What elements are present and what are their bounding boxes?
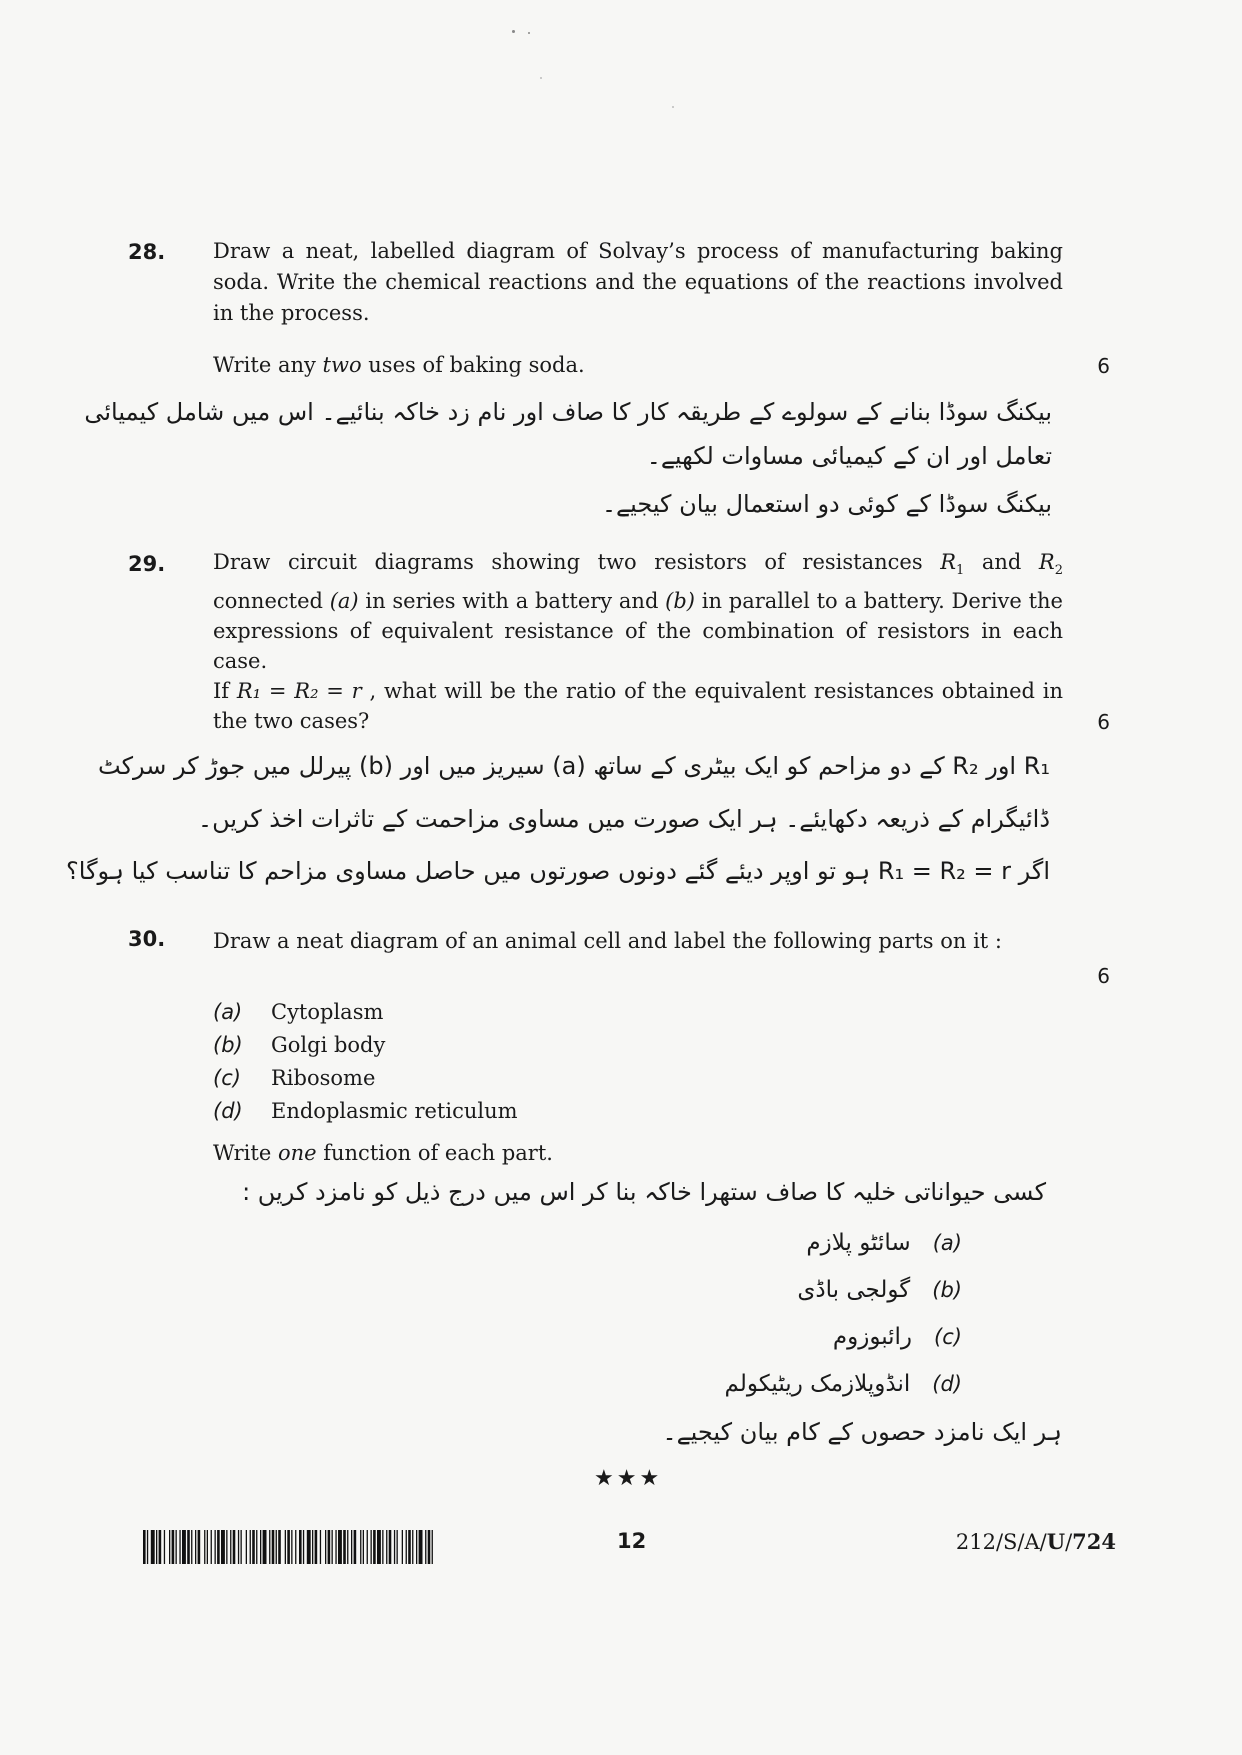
barcode-bar <box>416 1530 417 1564</box>
barcode-bar <box>252 1530 255 1564</box>
barcode-bar <box>343 1530 346 1564</box>
page-number: 12 <box>617 1529 647 1553</box>
barcode-bar <box>373 1530 376 1564</box>
barcode-bar <box>419 1530 423 1564</box>
barcode-bar <box>382 1530 383 1564</box>
barcode-bar <box>412 1530 413 1564</box>
barcode-bar <box>276 1530 277 1564</box>
question-text-uses: Write any two uses of baking soda. <box>213 353 585 377</box>
urdu-line: کسی حیواناتی خلیہ کا صاف ستھرا خاکہ بنا کر اس میں درج ذیل کو نامزد کریں : <box>242 1178 1046 1206</box>
barcode-bar <box>233 1530 236 1564</box>
urdu-list-item: (a)سائٹو پلازم <box>806 1230 962 1256</box>
barcode-bar <box>204 1530 205 1564</box>
barcode-bar <box>328 1530 331 1564</box>
urdu-list-item: (c)رائبوزوم <box>832 1324 962 1350</box>
paper-code: 212/S/A/U/724 <box>955 1529 1116 1554</box>
question-number: 28. <box>128 240 166 264</box>
barcode-bar <box>198 1530 201 1564</box>
question-text: Draw a neat diagram of an animal cell and label the following parts on it : <box>213 929 1002 953</box>
barcode-bar <box>303 1530 304 1564</box>
barcode-bar <box>207 1530 208 1564</box>
barcode-bar <box>325 1530 326 1564</box>
scan-speck <box>540 77 542 79</box>
barcode-bar <box>335 1530 336 1564</box>
barcode-bar <box>338 1530 342 1564</box>
barcode-bar <box>164 1530 165 1564</box>
list-item: (b) Golgi body <box>213 1033 386 1057</box>
barcode-bar <box>402 1530 403 1564</box>
barcode-bar <box>169 1530 170 1564</box>
barcode-bar <box>425 1530 426 1564</box>
barcode-bar <box>172 1530 175 1564</box>
barcode-bar <box>287 1530 290 1564</box>
question-text-function: Write one function of each part. <box>213 1141 553 1165</box>
question-text: Draw circuit diagrams showing two resistors of resistances $R_1$ and $R_2$ connected (a) in series with a battery and (b) in parallel to a battery. Derive the expressions of equivalent resistance of the combination of resistors in each case. If R₁ = R₂ = r , what will be the ratio of the equivalent resistances obtained in the two cases? <box>213 550 1064 734</box>
barcode-bar <box>191 1530 192 1564</box>
urdu-line: ڈائیگرام کے ذریعہ دکھایئے۔ ہر ایک صورت میں مساوی مزاحمت کے تاثرات اخذ کریں۔ <box>198 805 1050 833</box>
urdu-line: R₁ اور R₂ کے دو مزاحم کو ایک بیٹری کے ساتھ (a) سیریز میں اور (b) پیرلل میں جوڑ کر سرکٹ <box>98 752 1050 780</box>
barcode-bar <box>386 1530 387 1564</box>
barcode-bar <box>221 1530 225 1564</box>
scan-speck <box>528 32 530 34</box>
barcode-bar <box>269 1530 270 1564</box>
list-item: (d) Endoplasmic reticulum <box>213 1099 518 1123</box>
marks: 6 <box>1097 710 1110 734</box>
barcode-bar <box>263 1530 267 1564</box>
barcode-bar <box>428 1530 431 1564</box>
urdu-line: بیکنگ سوڈا کے کوئی دو استعمال بیان کیجیے۔ <box>601 490 1052 518</box>
barcode-bar <box>272 1530 275 1564</box>
barcode-bar <box>156 1530 157 1564</box>
barcode-bar <box>397 1530 398 1564</box>
barcode-bar <box>215 1530 216 1564</box>
barcode-bar <box>291 1530 292 1564</box>
barcode-bar <box>278 1530 281 1564</box>
barcode-bar <box>360 1530 361 1564</box>
barcode-bar <box>176 1530 177 1564</box>
barcode-bar <box>238 1530 239 1564</box>
list-item: (a) Cytoplasm <box>213 1000 384 1024</box>
barcode-bar <box>246 1530 247 1564</box>
question-text: Draw a neat, labelled diagram of Solvay’s process of manufacturing baking soda. Write the chemical reactions and the equations of the reactions involved in the process. <box>213 239 1063 325</box>
barcode-bar <box>320 1530 321 1564</box>
scan-speck <box>672 106 674 108</box>
urdu-line: بیکنگ سوڈا بنانے کے سولوے کے طریقہ کار کا صاف اور نام زد خاکہ بنائیے۔ اس میں شامل کیمیائی <box>84 398 1052 426</box>
barcode-bar <box>408 1530 411 1564</box>
question-number: 29. <box>128 552 166 576</box>
barcode-bar <box>347 1530 348 1564</box>
barcode-bar <box>143 1530 146 1564</box>
urdu-line: تعامل اور ان کے کیمیائی مساوات لکھیے۔ <box>646 442 1052 470</box>
barcode-bar <box>367 1530 368 1564</box>
barcode-bar <box>226 1530 227 1564</box>
barcode-bar <box>394 1530 395 1564</box>
barcode-bar <box>159 1530 162 1564</box>
barcode-bar <box>312 1530 313 1564</box>
barcode-bar <box>230 1530 231 1564</box>
barcode-bar <box>351 1530 352 1564</box>
barcode-bar <box>260 1530 261 1564</box>
barcode-bar <box>151 1530 155 1564</box>
barcode-bar <box>295 1530 296 1564</box>
urdu-list-item: (b)گولجی باڈی <box>797 1277 962 1303</box>
marks: 6 <box>1097 354 1110 378</box>
barcode-bar <box>377 1530 381 1564</box>
end-stars: ★★★ <box>594 1466 663 1491</box>
urdu-line: ہر ایک نامزد حصوں کے کام بیان کیجیے۔ <box>662 1418 1062 1446</box>
barcode-bar <box>315 1530 318 1564</box>
barcode-bar <box>256 1530 257 1564</box>
barcode-bar <box>147 1530 148 1564</box>
barcode-bar <box>332 1530 333 1564</box>
barcode-bar <box>217 1530 220 1564</box>
barcode-bar <box>285 1530 286 1564</box>
urdu-line: اگر R₁ = R₂ = r ہو تو اوپر دیئے گئے دونوں صورتوں میں حاصل مساوی مزاحم کا تناسب کیا ہوگا؟ <box>66 857 1050 885</box>
barcode-bar <box>179 1530 180 1564</box>
barcode-bar <box>182 1530 186 1564</box>
question-number: 30. <box>128 927 166 951</box>
marks: 6 <box>1097 964 1110 988</box>
barcode-bar <box>371 1530 372 1564</box>
barcode-bar <box>299 1530 302 1564</box>
barcode-bar <box>354 1530 357 1564</box>
barcode <box>143 1530 433 1564</box>
scan-speck <box>512 30 515 33</box>
barcode-bar <box>250 1530 251 1564</box>
list-item: (c) Ribosome <box>213 1066 376 1090</box>
barcode-bar <box>211 1530 212 1564</box>
barcode-bar <box>195 1530 196 1564</box>
barcode-bar <box>241 1530 242 1564</box>
barcode-bar <box>307 1530 311 1564</box>
barcode-bar <box>406 1530 407 1564</box>
barcode-bar <box>389 1530 392 1564</box>
barcode-bar <box>432 1530 433 1564</box>
barcode-bar <box>363 1530 364 1564</box>
urdu-list-item: (d)انڈوپلازمک ریٹیکولم <box>724 1371 962 1397</box>
barcode-bar <box>187 1530 190 1564</box>
